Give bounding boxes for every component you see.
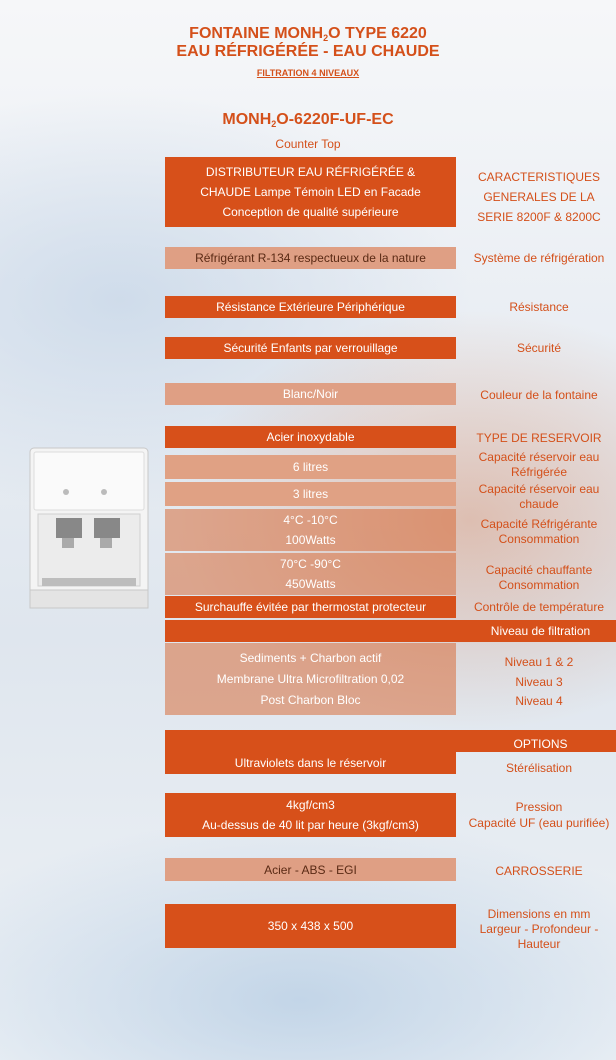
pressure-value: 4kgf/cm3 Au-dessus de 40 lit par heure (3kgf/cm3) bbox=[165, 793, 456, 837]
model-type: Counter Top bbox=[275, 137, 341, 151]
refrigeration-label: Système de réfrigération bbox=[473, 251, 605, 265]
heating-capacity-label: Capacité chauffante Consommation bbox=[485, 563, 593, 592]
safety-value: Sécurité Enfants par verrouillage bbox=[165, 337, 456, 359]
subtitle-link[interactable]: FILTRATION 4 NIVEAUX bbox=[256, 68, 360, 78]
tank-type-label: TYPE DE RESERVOIR bbox=[476, 431, 602, 445]
pressure-label: Pression Capacité UF (eau purifiée) bbox=[468, 800, 610, 830]
color-value: Blanc/Noir bbox=[165, 383, 456, 405]
general-features-label: CARACTERISTIQUES GENERALES DE LA SERIE 8200F & 8200C bbox=[477, 170, 601, 224]
temperature-control-value: Surchauffe évitée par thermostat protecteur bbox=[165, 596, 456, 618]
hot-capacity-value: 3 litres bbox=[165, 482, 456, 506]
page-title-line1: FONTAINE $MONH_2O$ TYPE 6220 bbox=[189, 25, 427, 43]
filtration-levels-label: Niveau 1 & 2 Niveau 3 Niveau 4 bbox=[504, 655, 574, 708]
model-name: $MONH_2O-6220F-UF-EC$ bbox=[222, 111, 394, 129]
filtration-header-bar: Niveau de filtration bbox=[165, 620, 616, 642]
cold-capacity-label: Capacité réservoir eau Réfrigérée bbox=[478, 450, 600, 479]
body-material-label: CARROSSERIE bbox=[495, 864, 583, 878]
general-features-value: DISTRIBUTEUR EAU RÉFRIGÉRÉE & CHAUDE Lampe Témoin LED en Facade Conception de qualité supérieure bbox=[165, 157, 456, 227]
options-header-bar: OPTIONS bbox=[165, 730, 616, 752]
fountain-image bbox=[28, 440, 150, 610]
resistance-label: Résistance bbox=[509, 300, 569, 314]
filtration-value: Sediments + Charbon actif Membrane Ultra Microfiltration 0,02 Post Charbon Bloc bbox=[165, 643, 456, 715]
sterilization-value: Ultraviolets dans le réservoir bbox=[165, 751, 456, 774]
resistance-value: Résistance Extérieure Périphérique bbox=[165, 296, 456, 318]
heating-capacity-value: 70°C -90°C 450Watts bbox=[165, 553, 456, 595]
tank-type-value: Acier inoxydable bbox=[165, 426, 456, 448]
sterilization-label: Stérélisation bbox=[505, 761, 573, 775]
refrigeration-value: Réfrigérant R-134 respectueux de la nature bbox=[165, 247, 456, 269]
cooling-capacity-value: 4°C -10°C 100Watts bbox=[165, 509, 456, 551]
page-title-line2: EAU RÉFRIGÉRÉE - EAU CHAUDE bbox=[176, 43, 440, 60]
dimensions-value: 350 x 438 x 500 bbox=[165, 904, 456, 948]
cooling-capacity-label: Capacité Réfrigérante Consommation bbox=[480, 517, 598, 546]
temperature-control-label: Contrôle de température bbox=[473, 600, 605, 614]
dimensions-label: Dimensions en mm Largeur - Profondeur - Hauteur bbox=[479, 907, 599, 951]
safety-label: Sécurité bbox=[516, 341, 562, 355]
hot-capacity-label: Capacité réservoir eau chaude bbox=[478, 482, 600, 511]
body-material-value: Acier - ABS - EGI bbox=[165, 858, 456, 881]
color-label: Couleur de la fontaine bbox=[480, 388, 598, 402]
cold-capacity-value: 6 litres bbox=[165, 455, 456, 479]
